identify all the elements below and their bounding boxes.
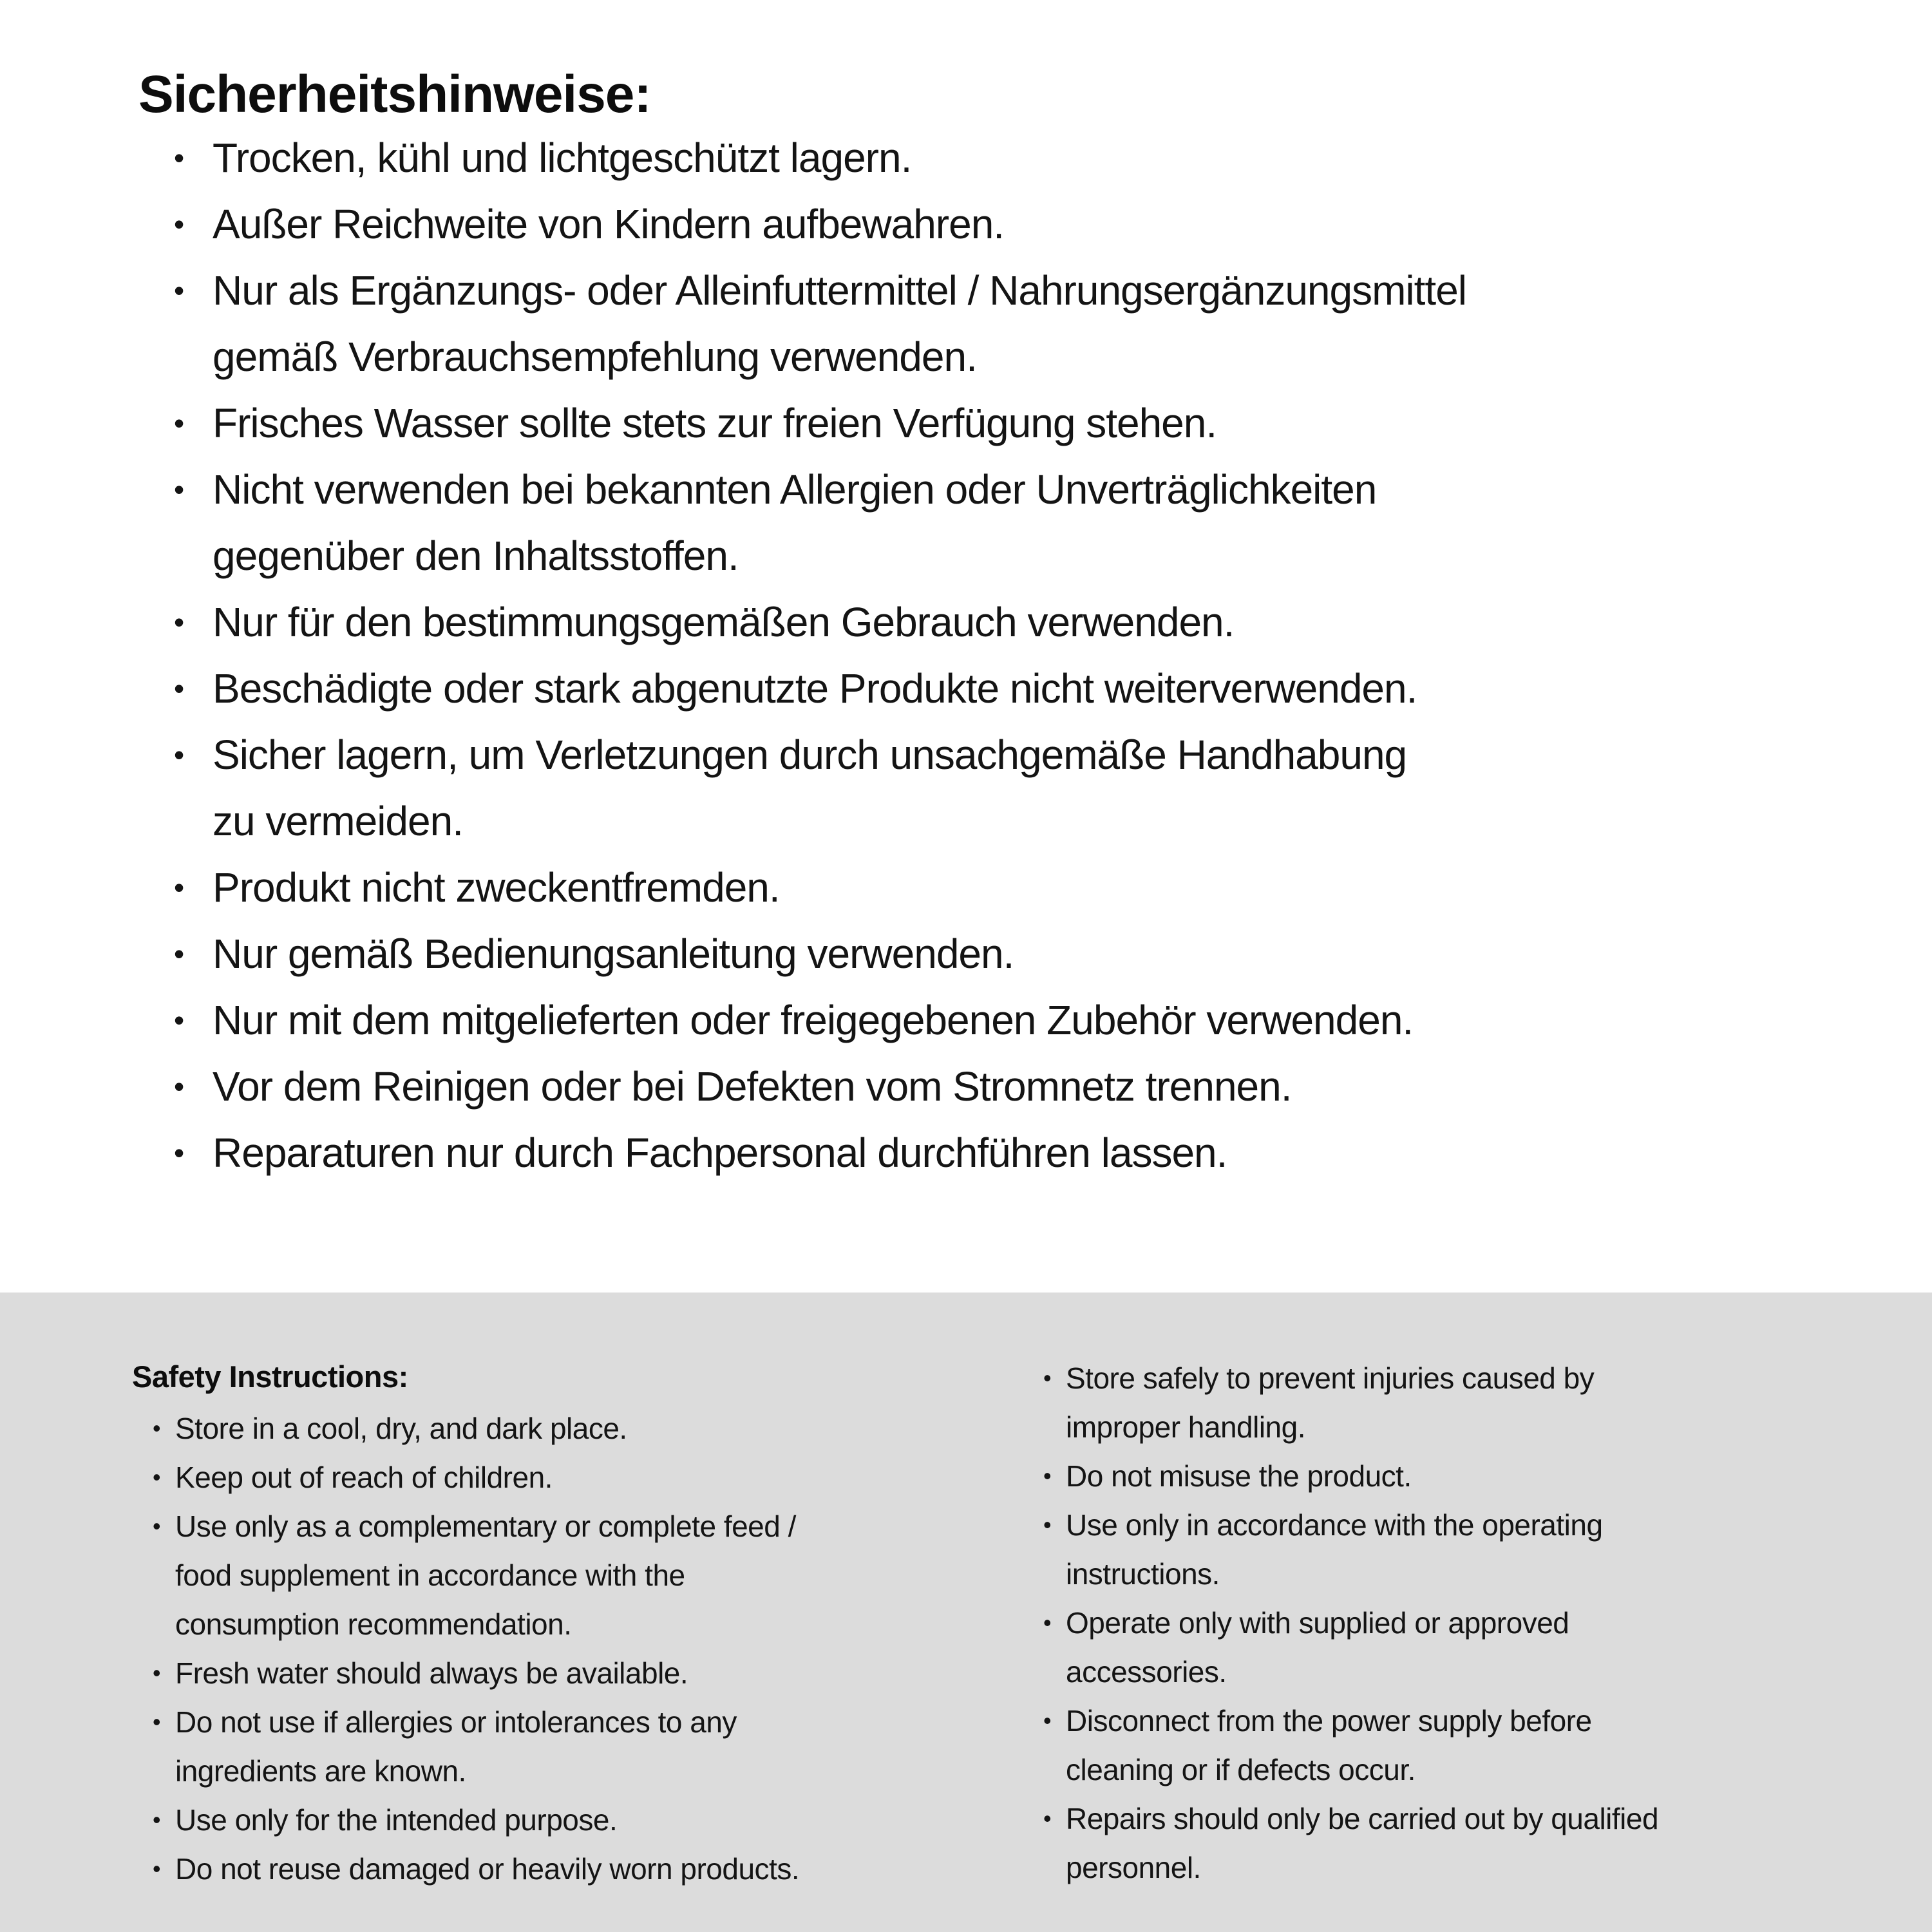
list-item <box>132 1404 1008 1453</box>
list-item <box>138 1054 1890 1120</box>
bullet-icon: • <box>174 207 184 241</box>
list-item <box>138 589 1890 656</box>
text-line: gemäß Verbrauchsempfehlung verwenden. <box>213 334 977 380</box>
list-item <box>132 1844 1008 1893</box>
list-item <box>138 125 1890 191</box>
german-section-title: Sicherheitshinweise: <box>138 65 651 124</box>
list-item <box>1023 1354 1911 1452</box>
list-item-text <box>132 1698 1008 1795</box>
text-line: zu vermeiden. <box>213 798 463 844</box>
text-line: Nur mit dem mitgelieferten oder freigegebenen Zubehör verwenden. <box>213 997 1414 1043</box>
list-item <box>138 987 1890 1054</box>
text-line: Repairs should only be carried out by qualified <box>1066 1802 1659 1835</box>
bullet-icon: • <box>174 141 184 175</box>
list-item-text <box>132 1453 1008 1502</box>
bullet-icon: • <box>153 1464 161 1490</box>
text-line: cleaning or if defects occur. <box>1066 1753 1416 1786</box>
text-line: Keep out of reach of children. <box>175 1461 553 1494</box>
bullet-icon: • <box>174 1136 184 1170</box>
list-item-text <box>138 656 1890 722</box>
list-item <box>138 656 1890 722</box>
list-item-text <box>138 125 1890 191</box>
text-line: Vor dem Reinigen oder bei Defekten vom Stromnetz trennen. <box>213 1063 1292 1110</box>
list-item-text <box>1023 1794 1911 1892</box>
list-item <box>132 1453 1008 1502</box>
list-item-text <box>1023 1452 1911 1501</box>
text-line: consumption recommendation. <box>175 1607 572 1641</box>
bullet-icon: • <box>153 1856 161 1882</box>
text-line: personnel. <box>1066 1851 1201 1884</box>
list-item <box>138 921 1890 987</box>
bullet-icon: • <box>1043 1708 1052 1734</box>
text-line: accessories. <box>1066 1655 1227 1689</box>
bullet-icon: • <box>174 672 184 705</box>
list-item <box>132 1502 1008 1649</box>
text-line: Produkt nicht zweckentfremden. <box>213 864 780 911</box>
text-line: instructions. <box>1066 1557 1220 1591</box>
bullet-icon: • <box>153 1807 161 1833</box>
list-item-text <box>1023 1696 1911 1794</box>
bullet-icon: • <box>174 871 184 904</box>
english-safety-list-right <box>1023 1354 1911 1892</box>
text-line: Trocken, kühl und lichtgeschützt lagern. <box>213 135 912 181</box>
list-item <box>132 1698 1008 1795</box>
list-item-text <box>138 390 1890 457</box>
text-line: gegenüber den Inhaltsstoffen. <box>213 533 739 579</box>
list-item <box>132 1795 1008 1844</box>
list-item-text <box>138 921 1890 987</box>
text-line: Use only for the intended purpose. <box>175 1803 618 1837</box>
list-item-text <box>1023 1598 1911 1696</box>
english-section-title: Safety Instructions: <box>132 1359 408 1394</box>
bullet-icon: • <box>174 1003 184 1037</box>
text-line: Sicher lagern, um Verletzungen durch unsachgemäße Handhabung <box>213 732 1407 778</box>
list-item <box>1023 1598 1911 1696</box>
bullet-icon: • <box>174 937 184 971</box>
list-item-text <box>132 1649 1008 1698</box>
text-line: Operate only with supplied or approved <box>1066 1606 1569 1640</box>
german-safety-section <box>138 64 1890 1186</box>
list-item <box>1023 1501 1911 1598</box>
list-item-text <box>138 258 1890 390</box>
text-line: improper handling. <box>1066 1410 1306 1444</box>
text-line: Außer Reichweite von Kindern aufbewahren. <box>213 201 1005 247</box>
bullet-icon: • <box>1043 1806 1052 1832</box>
list-item-text <box>138 589 1890 656</box>
english-safety-section <box>0 1293 1932 1932</box>
list-item-text <box>138 457 1890 589</box>
list-item-text <box>138 987 1890 1054</box>
text-line: food supplement in accordance with the <box>175 1558 685 1592</box>
bullet-icon: • <box>153 1416 161 1441</box>
text-line: ingredients are known. <box>175 1754 466 1788</box>
text-line: Reparaturen nur durch Fachpersonal durchführen lassen. <box>213 1130 1227 1176</box>
bullet-icon: • <box>1043 1463 1052 1489</box>
text-line: Disconnect from the power supply before <box>1066 1704 1592 1738</box>
bullet-icon: • <box>1043 1610 1052 1636</box>
text-line: Use only as a complementary or complete feed / <box>175 1510 796 1543</box>
list-item <box>132 1649 1008 1698</box>
text-line: Nur als Ergänzungs- oder Alleinfuttermittel / Nahrungsergänzungsmittel <box>213 267 1466 314</box>
bullet-icon: • <box>153 1660 161 1686</box>
list-item-text <box>138 855 1890 921</box>
text-line: Fresh water should always be available. <box>175 1656 688 1690</box>
text-line: Use only in accordance with the operating <box>1066 1508 1603 1542</box>
text-line: Do not reuse damaged or heavily worn products. <box>175 1852 800 1886</box>
bullet-icon: • <box>174 473 184 506</box>
bullet-icon: • <box>1043 1365 1052 1391</box>
list-item <box>138 258 1890 390</box>
text-line: Store safely to prevent injuries caused by <box>1066 1361 1595 1395</box>
list-item-text <box>132 1844 1008 1893</box>
german-safety-list <box>138 125 1890 1186</box>
text-line: Nicht verwenden bei bekannten Allergien oder Unverträglichkeiten <box>213 466 1377 513</box>
list-item <box>1023 1696 1911 1794</box>
bullet-icon: • <box>153 1513 161 1539</box>
bullet-icon: • <box>174 738 184 772</box>
bullet-icon: • <box>153 1709 161 1735</box>
text-line: Beschädigte oder stark abgenutzte Produkte nicht weiterverwenden. <box>213 665 1417 712</box>
list-item <box>138 722 1890 855</box>
list-item <box>138 390 1890 457</box>
text-line: Do not use if allergies or intolerances to any <box>175 1705 737 1739</box>
bullet-icon: • <box>174 406 184 440</box>
english-safety-list-left <box>132 1404 1008 1893</box>
bullet-icon: • <box>1043 1512 1052 1538</box>
list-item-text <box>1023 1354 1911 1452</box>
bullet-icon: • <box>174 274 184 307</box>
list-item <box>1023 1794 1911 1892</box>
bullet-icon: • <box>174 1070 184 1103</box>
text-line: Store in a cool, dry, and dark place. <box>175 1412 627 1445</box>
text-line: Nur für den bestimmungsgemäßen Gebrauch verwenden. <box>213 599 1235 645</box>
list-item-text <box>132 1795 1008 1844</box>
bullet-icon: • <box>174 605 184 639</box>
list-item <box>1023 1452 1911 1501</box>
list-item-text <box>138 722 1890 855</box>
list-item-text <box>138 191 1890 258</box>
text-line: Frisches Wasser sollte stets zur freien Verfügung stehen. <box>213 400 1217 446</box>
list-item-text <box>132 1404 1008 1453</box>
list-item-text <box>138 1120 1890 1186</box>
list-item-text <box>132 1502 1008 1649</box>
list-item <box>138 191 1890 258</box>
list-item-text <box>1023 1501 1911 1598</box>
list-item <box>138 457 1890 589</box>
list-item <box>138 855 1890 921</box>
text-line: Nur gemäß Bedienungsanleitung verwenden. <box>213 931 1014 977</box>
text-line: Do not misuse the product. <box>1066 1459 1412 1493</box>
list-item-text <box>138 1054 1890 1120</box>
list-item <box>138 1120 1890 1186</box>
